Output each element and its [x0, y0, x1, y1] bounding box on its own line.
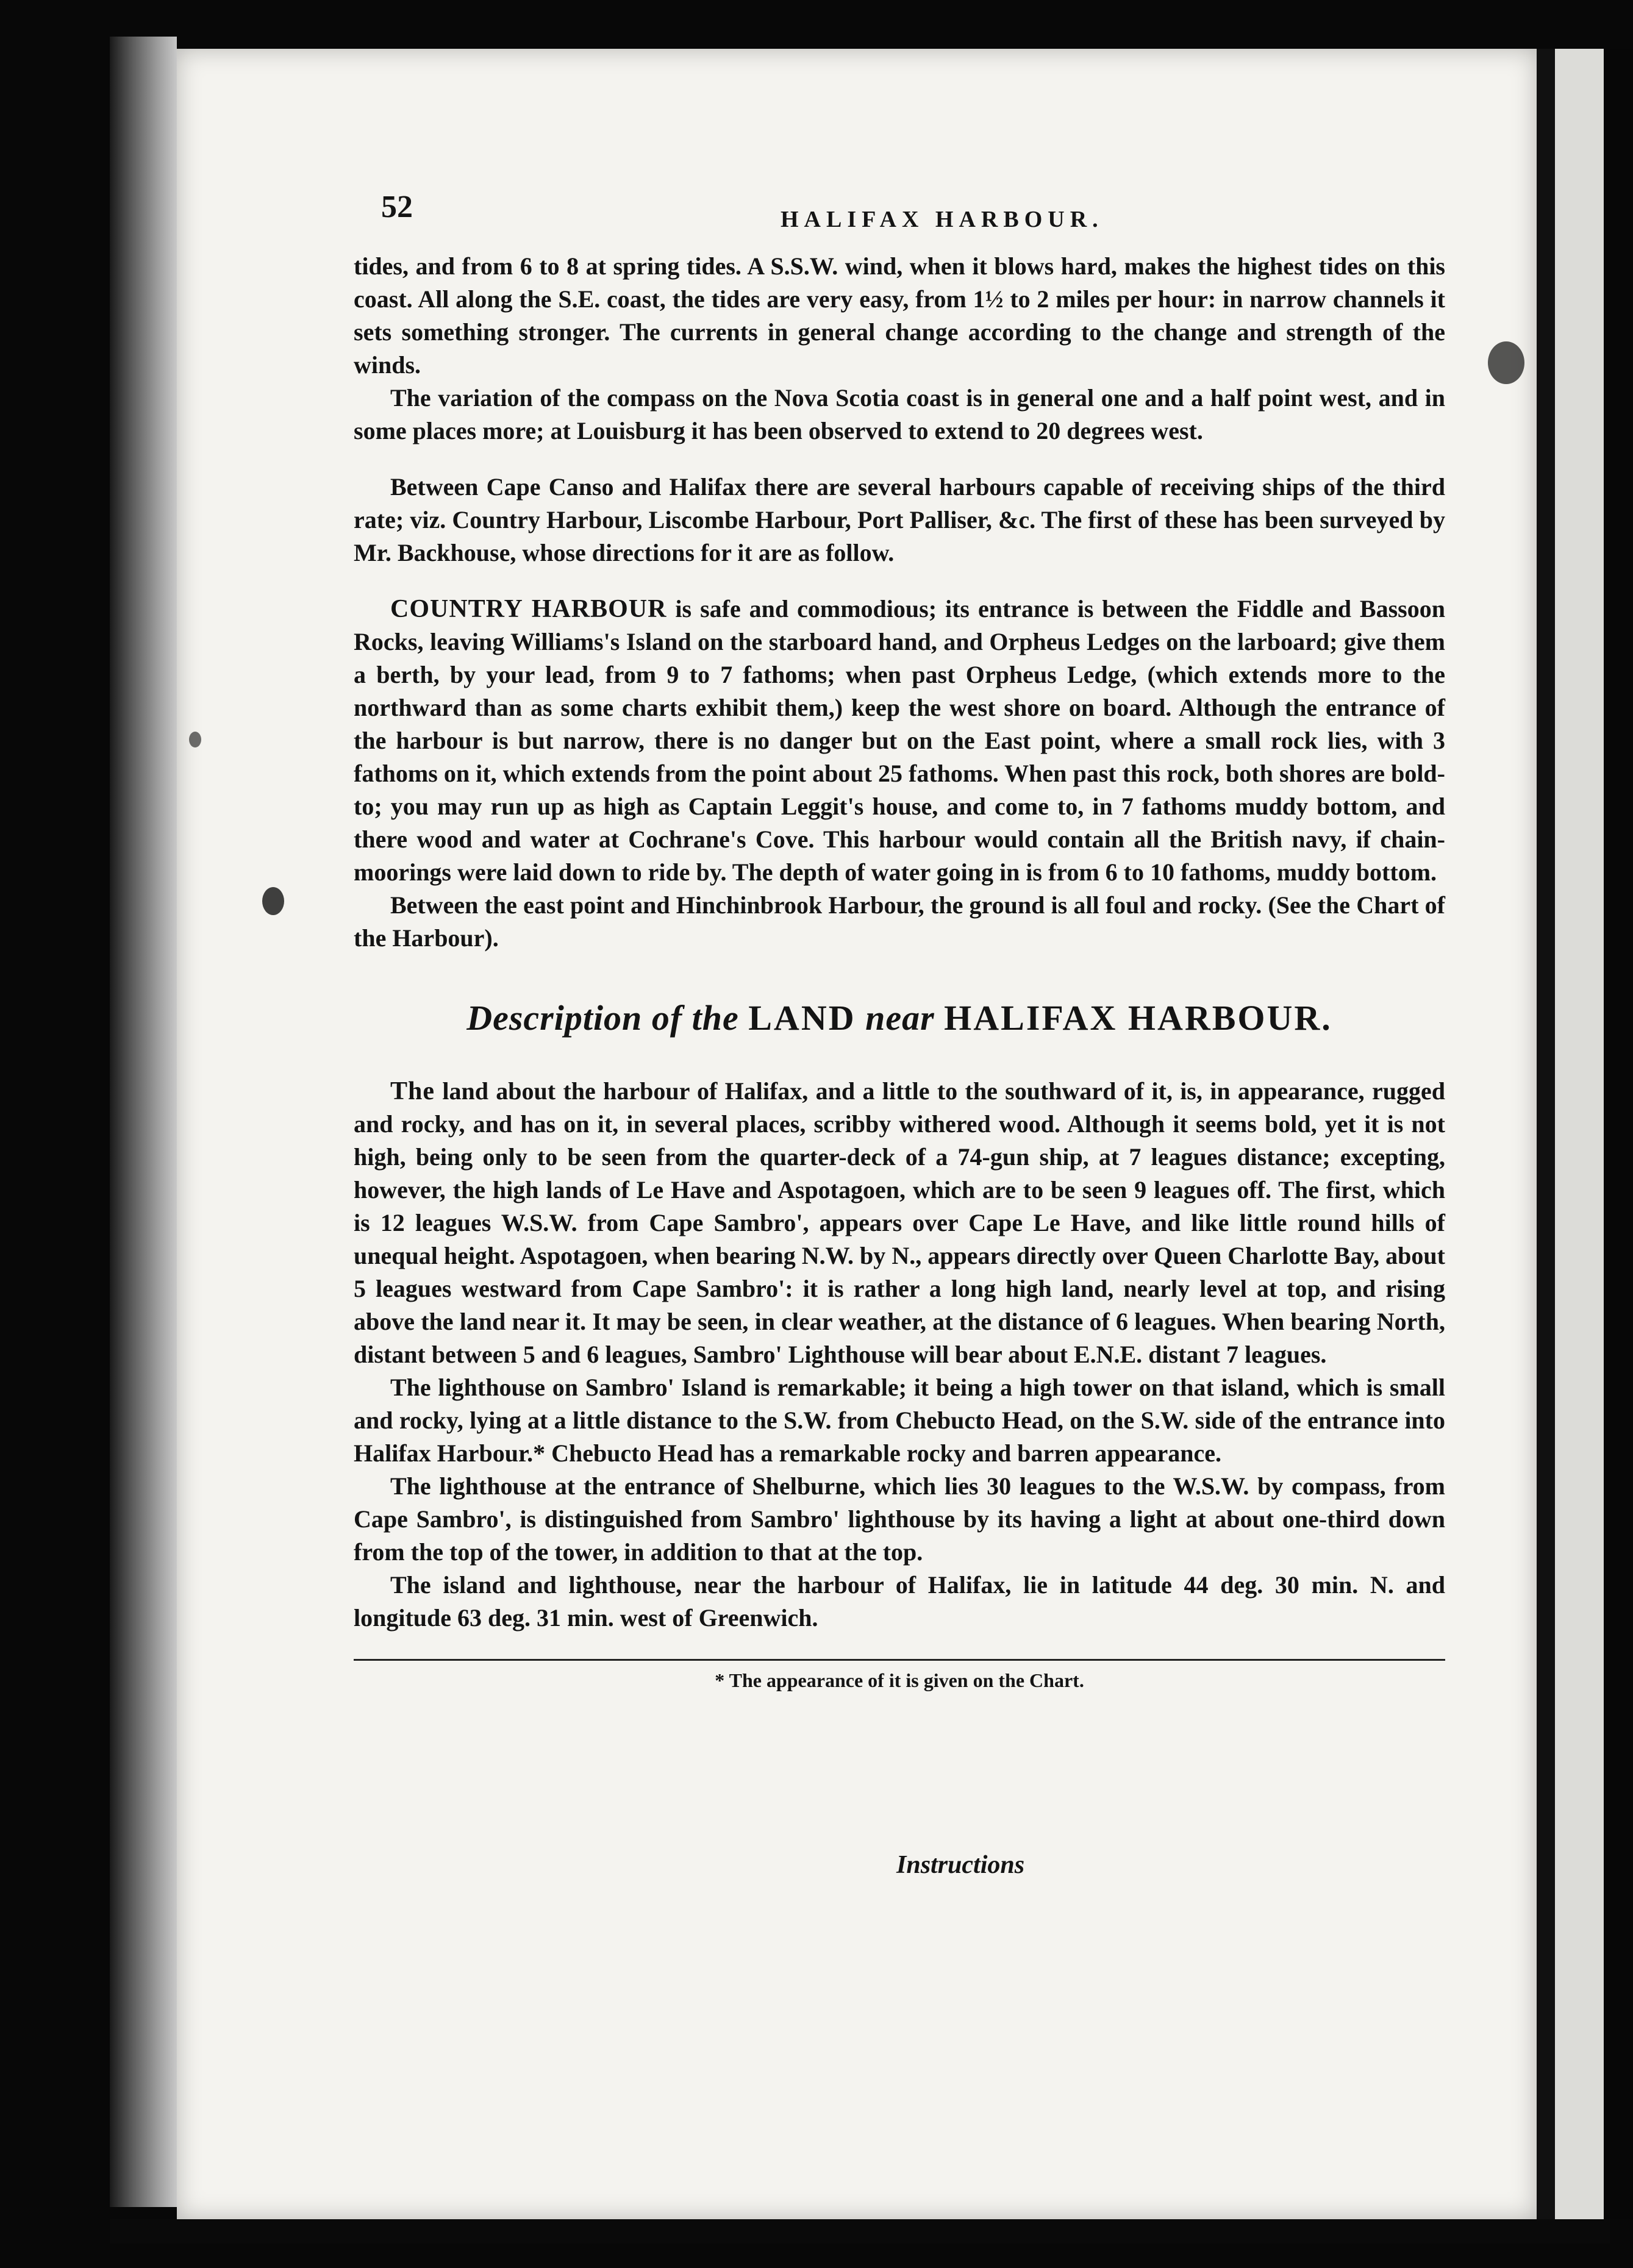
- country-harbour-text: is safe and commodious; its entrance is between the Fiddle and Bassoon Rocks, leaving Williams's Island on the starboard hand, and Orpheus Ledges on the larboard; give them a berth, by your lead, from 9 to 7 fathoms; when past Orpheus Ledge, (which extends more to the northward than as some charts exhibit them,) keep the west shore on board. Although the entrance of the harbour is but narrow, there is no danger but on the East point, where a small rock lies, with 3 fathoms on it, which extends from the point about 25 fathoms. When past this rock, both shores are bold-to; you may run up as high as Captain Leggit's house, and come to, in 7 fathoms muddy bottom, and there wood and water at Cochrane's Cove. This harbour would contain all the British navy, if chain-moorings were laid down to ride by. The depth of water going in is from 6 to 10 fathoms, muddy bottom.: [354, 595, 1445, 886]
- spacer: [354, 448, 1445, 471]
- drop-word: The: [390, 1077, 435, 1105]
- land-description-text: land about the harbour of Halifax, and a little to the southward of it, is, in appearance, rugged and rocky, and has on it, in several places, scribby withered wood. Although it seems bold, yet it is not high, being only to be seen from the quarter-deck of a 74-gun ship, at 7 leagues distance; excepting, however, the high lands of Le Have and Aspotagoen, which are to be seen 9 leagues off. The first, which is 12 leagues W.S.W. from Cape Sambro', appears over Cape Le Have, and like little round hills of unequal height. Aspotagoen, when bearing N.W. by N., appears directly over Queen Charlotte Bay, about 5 leagues westward from Cape Sambro': it is rather a long high land, nearly level at top, and rising above the land near it. It may be seen, in clear weather, at the distance of 6 leagues. When bearing North, distant between 5 and 6 leagues, Sambro' Lighthouse will bear about E.N.E. distant 7 leagues.: [354, 1077, 1445, 1368]
- book-gutter: [110, 37, 177, 2207]
- page-content: [354, 177, 1445, 1692]
- paragraph-variation: The variation of the compass on the Nova Scotia coast is in general one and a half point west, and in some places more; at Louisburg it has been observed to extend to 20 degrees west.: [354, 384, 1445, 444]
- spacer: [354, 569, 1445, 593]
- ink-blot: [189, 732, 201, 747]
- catchword: Instructions: [896, 1851, 1025, 1879]
- section-title-part: LAND: [748, 998, 856, 1038]
- section-title-part: Description of the: [466, 998, 739, 1038]
- paragraph-latitude: The island and lighthouse, near the harbour of Halifax, lie in latitude 44 deg. 30 min. N. and longitude 63 deg. 31 min. west of Greenwich.: [354, 1571, 1445, 1631]
- page-header: [354, 177, 1445, 250]
- section-title-part: HALIFAX HARBOUR.: [944, 998, 1332, 1038]
- paragraph-shelburne-lighthouse: The lighthouse at the entrance of Shelburne, which lies 30 leagues to the W.S.W. by compass, from Cape Sambro', is distinguished from Sambro' lighthouse by its having a light at about one-third down from the top of the tower, in addition to that at the top.: [354, 1472, 1445, 1566]
- running-head: HALIFAX HARBOUR.: [781, 207, 1104, 232]
- page-number: 52: [381, 190, 413, 224]
- section-title: [354, 997, 1445, 1038]
- scan-border-bottom: [110, 2219, 1610, 2244]
- paragraph-land-description: [354, 1075, 1445, 1371]
- section-title-part: near: [865, 998, 935, 1038]
- footnote: * The appearance of it is given on the Chart.: [715, 1669, 1084, 1691]
- paragraph-tides: tides, and from 6 to 8 at spring tides. A S.S.W. wind, when it blows hard, makes the highest tides on this coast. All along the S.E. coast, the tides are very easy, from 1½ to 2 miles per hour: in narrow channels it sets something stronger. The currents in general change according to the change and strength of the winds.: [354, 252, 1445, 379]
- paragraph-country-harbour: [354, 593, 1445, 889]
- page-edge-shadow: [1537, 49, 1555, 2219]
- paragraph-harbours: Between Cape Canso and Halifax there are several harbours capable of receiving ships of the third rate; viz. Country Harbour, Liscombe Harbour, Port Palliser, &c. The first of these has been surveyed by Mr. Backhouse, whose directions for it are as follow.: [354, 473, 1445, 566]
- paragraph-east-point: Between the east point and Hinchinbrook Harbour, the ground is all foul and rocky. (See the Chart of the Harbour).: [354, 891, 1445, 952]
- footnote-rule: [354, 1659, 1445, 1661]
- country-harbour-heading: COUNTRY HARBOUR: [390, 595, 667, 623]
- scan-border-right: [1604, 49, 1633, 2219]
- ink-blot: [1488, 341, 1524, 384]
- paragraph-sambro-lighthouse: The lighthouse on Sambro' Island is remarkable; it being a high tower on that island, which is small and rocky, lying at a little distance to the S.W. from Chebucto Head, on the S.W. side of the entrance into Halifax Harbour.* Chebucto Head has a remarkable rocky and barren appearance.: [354, 1374, 1445, 1467]
- ink-blot: [262, 887, 284, 915]
